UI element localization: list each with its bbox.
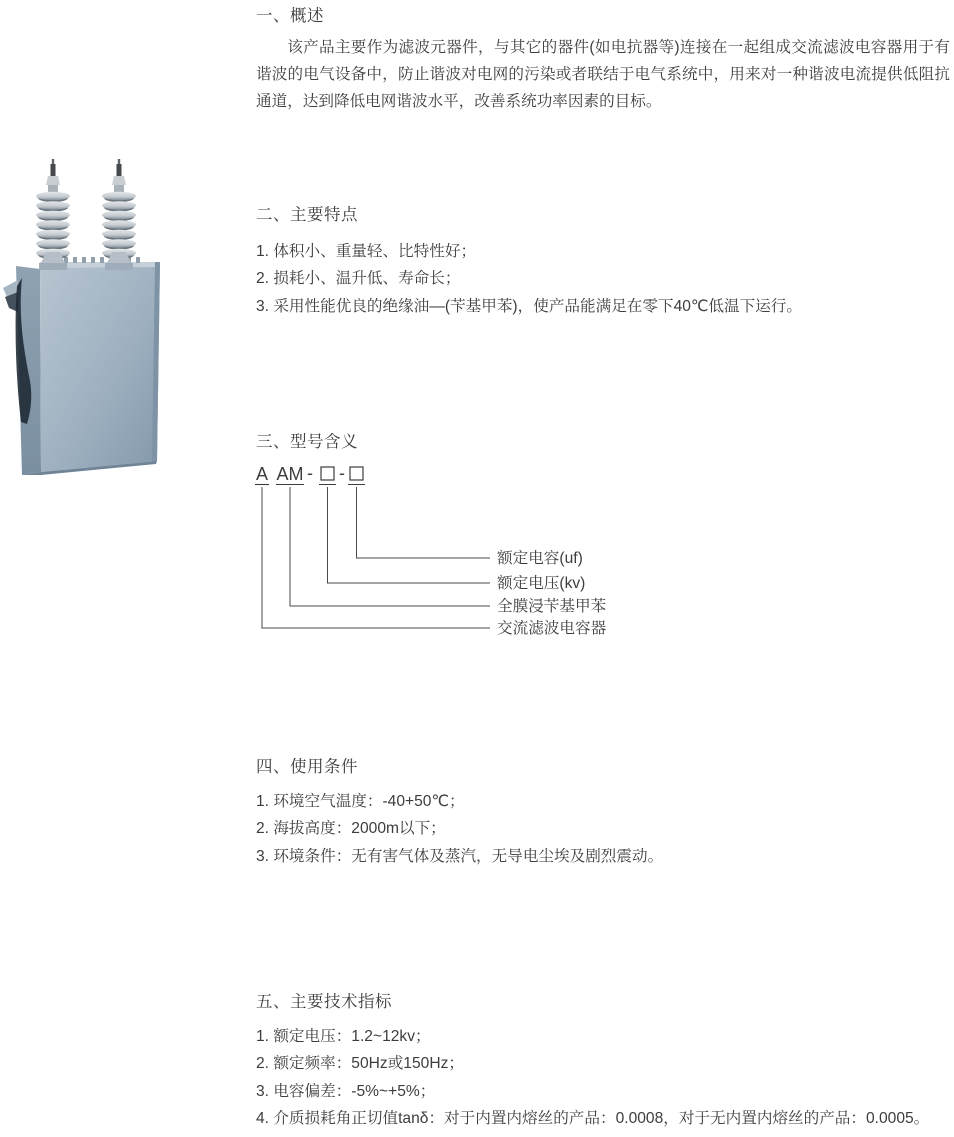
conditions-list (256, 788, 663, 870)
model-code-letters-am: AM (276, 464, 304, 484)
overview-paragraph: 该产品主要作为滤波元器件，与其它的器件(如电抗器等)连接在一起组成交流滤波电容器用于有谐波的电气设备中，防止谐波对电网的污染或者联结于电气系统中，用来对一种谐波电流提供低阻抗通道，达到降低电网谐波水平，改善系统功率因素的目标。 (256, 39, 950, 110)
model-label-rated-capacitance: 额定电容(uf) (497, 550, 583, 567)
capacitor-front-face (40, 262, 160, 472)
model-code-letter-a: A (255, 464, 269, 484)
list-item: 3. 环境条件：无有害气体及蒸汽，无导电尘埃及剧烈震动。 (256, 847, 664, 865)
bushing-right (102, 159, 136, 270)
model-code-dash: - (307, 463, 313, 483)
section-overview (256, 6, 950, 115)
model-code-box-capacitance (350, 467, 363, 480)
overview-heading: 一、概述 (256, 7, 324, 25)
capacitor-illustration (0, 156, 178, 478)
connector-lines (262, 487, 490, 628)
features-heading: 二、主要特点 (256, 206, 358, 224)
section-specs (256, 992, 929, 1132)
list-item: 1. 环境空气温度：-40+50℃； (256, 793, 465, 810)
model-heading: 三、型号含义 (256, 433, 358, 451)
model-label-rated-voltage: 额定电压(kv) (497, 575, 586, 592)
model-code-box-voltage (321, 467, 334, 480)
conditions-heading: 四、使用条件 (256, 758, 358, 776)
list-item: 2. 额定频率：50Hz或150Hz； (256, 1055, 464, 1073)
features-list (256, 238, 802, 320)
model-label-ac-filter-capacitor: 交流滤波电容器 (497, 620, 607, 637)
list-item: 3. 采用性能优良的绝缘油—(苄基甲苯)，使产品能满足在零下40℃低温下运行。 (256, 297, 802, 315)
list-item: 2. 海拔高度：2000m以下； (256, 820, 446, 838)
specs-list (256, 1023, 929, 1132)
section-conditions (256, 757, 663, 870)
list-item: 1. 体积小、重量轻、比特性好； (256, 243, 477, 260)
model-label-film-impregnated: 全膜浸苄基甲苯 (497, 598, 607, 615)
list-item: 2. 损耗小、温升低、寿命长； (256, 270, 461, 288)
list-item: 4. 介质损耗角正切值tanδ：对于内置内熔丝的产品：0.0008，对于无内置内熔丝的产品：0.0005。 (256, 1109, 930, 1127)
section-features (256, 205, 802, 320)
model-code-dash: - (339, 463, 345, 483)
list-item: 1. 额定电压：1.2~12kv； (256, 1028, 431, 1045)
product-photo (0, 156, 178, 478)
model-code-diagram (254, 460, 714, 642)
list-item: 3. 电容偏差：-5%~+5%； (256, 1082, 436, 1100)
specs-heading: 五、主要技术指标 (256, 993, 392, 1011)
section-model-meaning (256, 432, 954, 642)
bushing-left (36, 159, 70, 270)
